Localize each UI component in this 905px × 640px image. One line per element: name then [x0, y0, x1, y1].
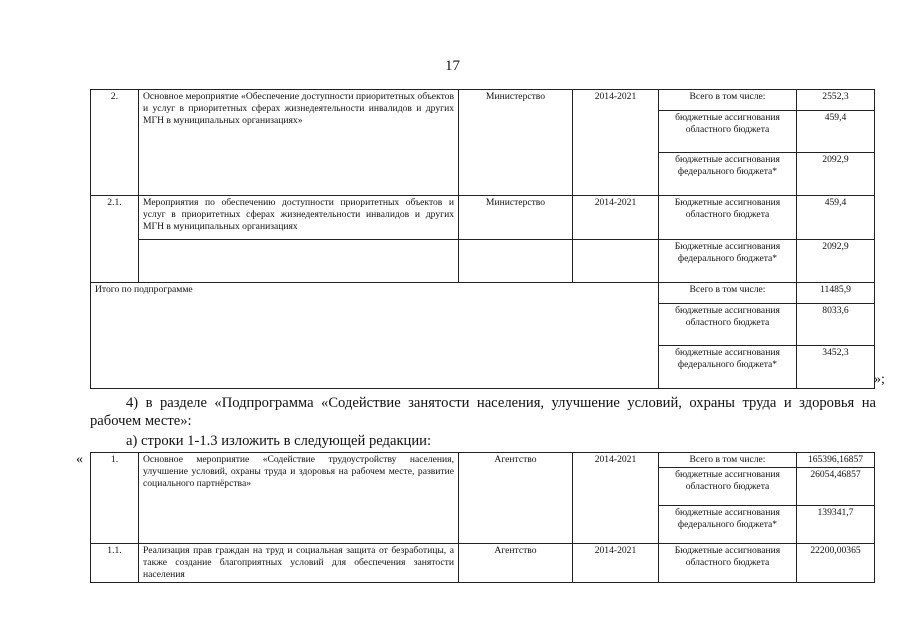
- closing-quote: »;: [874, 372, 885, 387]
- funding-value: 8033,6: [797, 304, 875, 346]
- funding-value: 3452,3: [797, 346, 875, 389]
- row-name: Основное мероприятие «Обеспечение доступности приоритетных объектов и услуг в приоритетных сферах жизнедеятельности инвалидов и других МГН в муниципальных организациях»: [139, 90, 459, 196]
- row-number: 1.: [91, 453, 139, 544]
- funding-source: бюджетные ассигнования областного бюджета: [659, 111, 797, 153]
- funding-value: 459,4: [797, 111, 875, 153]
- page-number: 17: [445, 58, 460, 74]
- budget-table-subprogram: [90, 89, 875, 389]
- funding-source: Всего в том числе:: [659, 453, 797, 468]
- funding-source: Бюджетные ассигнования областного бюджета: [659, 544, 797, 583]
- row-number: 1.1.: [91, 544, 139, 583]
- row-executor: Агентство: [459, 544, 573, 583]
- row-period: 2014-2021: [573, 453, 659, 544]
- row-name: Мероприятия по обеспечению доступности приоритетных объектов и услуг в приоритетных сферах жизнедеятельности инвалидов и других МГН в муниципальных организациях: [139, 196, 459, 240]
- funding-source: бюджетные ассигнования областного бюджета: [659, 468, 797, 506]
- empty-cell: [573, 240, 659, 283]
- opening-quote: «: [76, 452, 83, 467]
- funding-value: 139341,7: [797, 506, 875, 544]
- funding-source: бюджетные ассигнования федерального бюджета*: [659, 346, 797, 389]
- empty-cell: [459, 240, 573, 283]
- funding-value: 2092,9: [797, 153, 875, 196]
- empty-cell: [139, 240, 459, 283]
- funding-source: Всего в том числе:: [659, 283, 797, 304]
- row-executor: Министерство: [459, 90, 573, 196]
- funding-source: Всего в том числе:: [659, 90, 797, 111]
- funding-value: 11485,9: [797, 283, 875, 304]
- row-name: Реализация прав граждан на труд и социальная защита от безработицы, а также создание благоприятных условий для обеспечения занятости населения: [139, 544, 459, 583]
- row-period: 2014-2021: [573, 544, 659, 583]
- amendment-paragraph-4: 4) в разделе «Подпрограмма «Содействие занятости населения, улучшение условий, охраны труда и здоровья на рабочем месте»:: [90, 395, 876, 429]
- funding-source: бюджетные ассигнования федерального бюджета*: [659, 153, 797, 196]
- funding-value: 2092,9: [797, 240, 875, 283]
- funding-value: 459,4: [797, 196, 875, 240]
- funding-value: 165396,16857: [797, 453, 875, 468]
- funding-value: 26054,46857: [797, 468, 875, 506]
- row-executor: Агентство: [459, 453, 573, 544]
- funding-source: Бюджетные ассигнования федерального бюджета*: [659, 240, 797, 283]
- row-executor: Министерство: [459, 196, 573, 240]
- amendment-paragraph-a: а) строки 1-1.3 изложить в следующей редакции:: [126, 433, 432, 449]
- row-number: 2.1.: [91, 196, 139, 283]
- funding-value: 22200,00365: [797, 544, 875, 583]
- budget-table-employment: [90, 452, 875, 583]
- row-number: 2.: [91, 90, 139, 196]
- row-period: 2014-2021: [573, 90, 659, 196]
- row-name: Основное мероприятие «Содействие трудоустройству населения, улучшение условий, охраны труда и здоровья на рабочем месте, развитие социального партнёрства»: [139, 453, 459, 544]
- funding-source: Бюджетные ассигнования областного бюджета: [659, 196, 797, 240]
- funding-source: бюджетные ассигнования федерального бюджета*: [659, 506, 797, 544]
- funding-source: бюджетные ассигнования областного бюджета: [659, 304, 797, 346]
- row-period: 2014-2021: [573, 196, 659, 240]
- total-label: Итого по подпрограмме: [91, 283, 659, 389]
- funding-value: 2552,3: [797, 90, 875, 111]
